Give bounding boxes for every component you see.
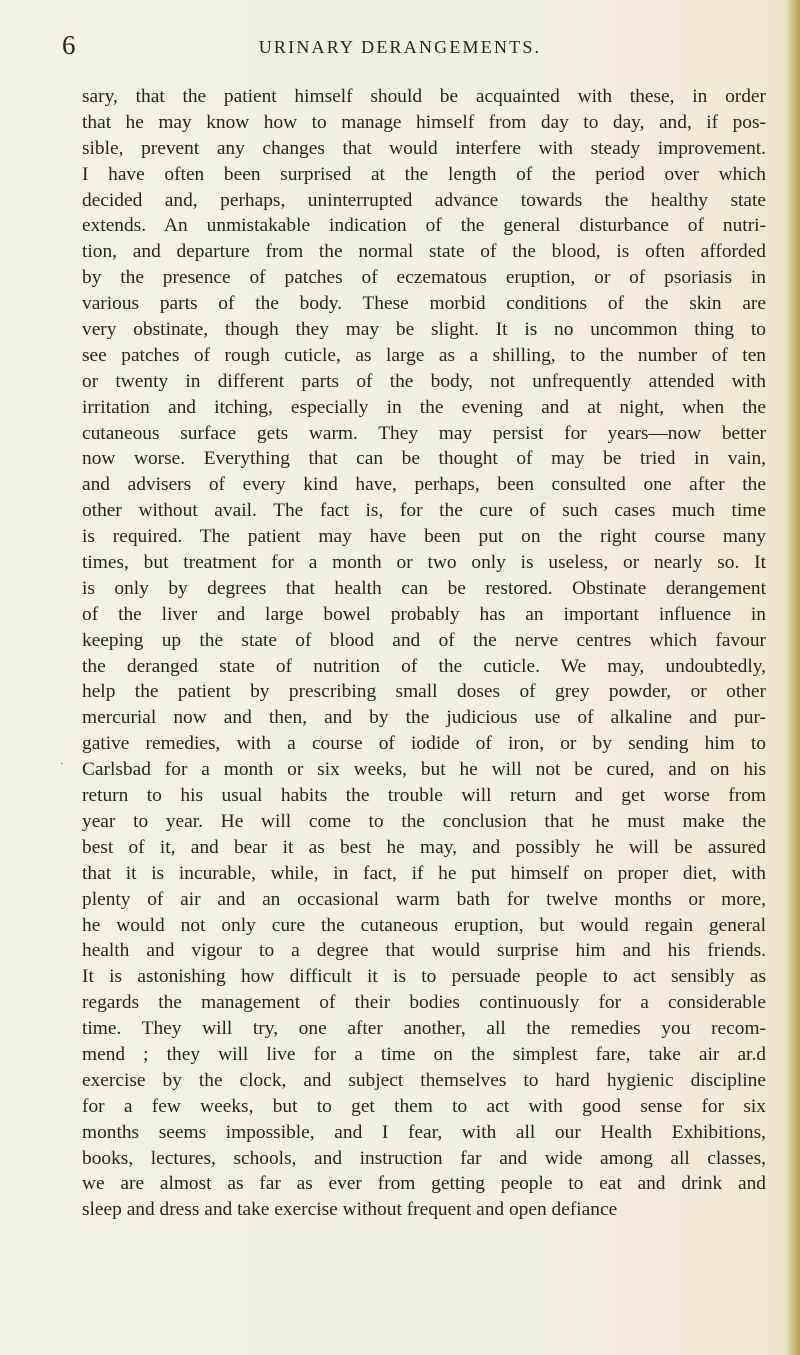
text-line: keeping up the state of blood and of the nerve centres which favour [82, 629, 766, 651]
text-line: and advisers of every kind have, perhaps, been consulted one after the [82, 474, 766, 496]
text-line: very obstinate, though they may be slight. It is no uncommon thing to [82, 319, 766, 341]
text-line: sary, that the patient himself should be acquainted with these, in order [82, 86, 766, 107]
text-line: extends. An unmistakable indication of the general disturbance of nutri- [82, 215, 766, 237]
text-line: months seems impossible, and I fear, with all our Health Exhibitions, [82, 1121, 766, 1143]
text-line: irritation and itching, especially in the evening and at night, when the [82, 396, 766, 418]
text-line: books, lectures, schools, and instruction far and wide among all classes, [82, 1147, 766, 1169]
text-line: other without avail. The fact is, for the cure of such cases much time [82, 500, 766, 522]
text-line: mend ; they will live for a time on the simplest fare, take air ar.d [82, 1043, 766, 1065]
text-line: times, but treatment for a month or two only is useless, or nearly so. It [82, 552, 766, 574]
text-line: Carlsbad for a month or six weeks, but he will not be cured, and on his [82, 759, 766, 781]
text-line: return to his usual habits the trouble will return and get worse from [82, 785, 766, 807]
text-line: mercurial now and then, and by the judicious use of alkaline and pur- [82, 707, 766, 729]
text-line: various parts of the body. These morbid conditions of the skin are [82, 293, 766, 315]
text-line: gative remedies, with a course of iodide of iron, or by sending him to [82, 733, 766, 755]
text-line: now worse. Everything that can be thought of may be tried in vain, [82, 448, 766, 470]
text-line: health and vigour to a degree that would surprise him and his friends. [82, 940, 766, 962]
page-header [0, 28, 800, 68]
text-line: for a few weeks, but to get them to act with good sense for six [82, 1095, 766, 1117]
text-line: by the presence of patches of eczematous eruption, or of psoriasis in [82, 267, 766, 289]
text-line: year to year. He will come to the conclusion that he must make the [82, 810, 766, 832]
page-edge-shadow [786, 0, 800, 1355]
text-line: It is astonishing how difficult it is to persuade people to act sensibly as [82, 966, 766, 988]
body-text [82, 84, 766, 1223]
running-title: URINARY DERANGEMENTS. [258, 37, 542, 57]
text-line: tion, and departure from the normal state of the blood, is often afforded [82, 241, 766, 263]
text-line: decided and, perhaps, uninterrupted advance towards the healthy state [82, 189, 766, 211]
text-line: I have often been surprised at the length of the period over which [82, 163, 766, 185]
margin-mark: ˋ [60, 760, 64, 774]
text-line: that it is incurable, while, in fact, if he put himself on proper diet, with [82, 862, 766, 884]
text-line: the deranged state of nutrition of the cuticle. We may, undoubtedly, [82, 655, 766, 677]
text-line: time. They will try, one after another, all the remedies you recom- [82, 1018, 766, 1040]
text-line: is only by degrees that health can be restored. Obstinate derangement [82, 577, 766, 599]
text-line: sleep and dress and take exercise without frequent and open defiance [82, 1199, 618, 1221]
text-line: of the liver and large bowel probably has an important influence in [82, 603, 766, 625]
text-line: we are almost as far as ever from getting people to eat and drink and [82, 1173, 766, 1195]
text-line: sible, prevent any changes that would interfere with steady improvement. [82, 137, 766, 159]
text-line: best of it, and bear it as best he may, and possibly he will be assured [82, 836, 766, 858]
text-line: plenty of air and an occasional warm bath for twelve months or more, [82, 888, 766, 910]
text-line: or twenty in different parts of the body, not unfrequently attended with [82, 370, 766, 392]
text-line: that he may know how to manage himself from day to day, and, if pos- [82, 111, 766, 133]
text-line: help the patient by prescribing small doses of grey powder, or other [82, 681, 766, 703]
page-number: 6 [62, 30, 76, 60]
text-line: see patches of rough cuticle, as large as a shilling, to the number of ten [82, 344, 766, 366]
text-line: he would not only cure the cutaneous eruption, but would regain general [82, 914, 766, 936]
text-line: is required. The patient may have been put on the right course many [82, 526, 766, 548]
text-line: regards the management of their bodies continuously for a considerable [82, 992, 766, 1014]
text-line: exercise by the clock, and subject themselves to hard hygienic discipline [82, 1069, 766, 1091]
text-line: cutaneous surface gets warm. They may persist for years—now better [82, 422, 766, 444]
